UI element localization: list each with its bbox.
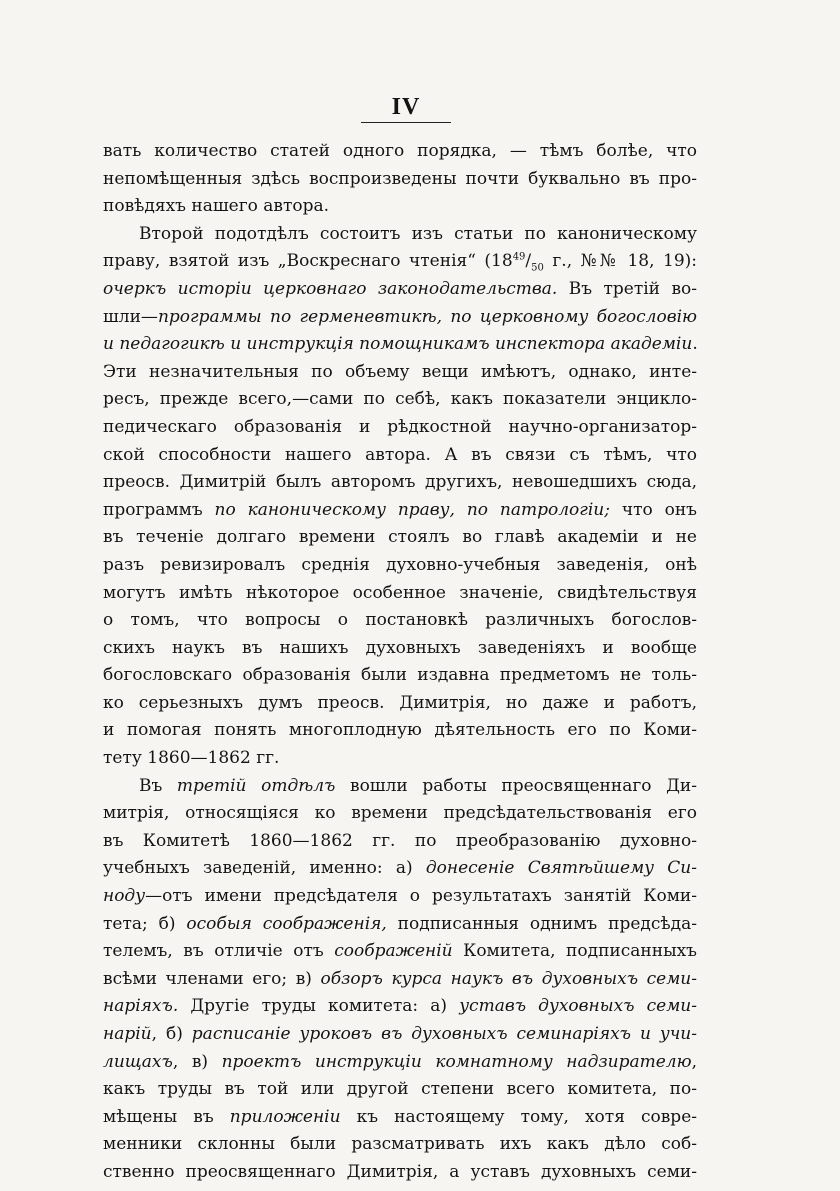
- text-line: [103, 1021, 697, 1049]
- italic-text: и педагогикѣ и инструкція помощникамъ инспектора академіи: [103, 334, 693, 355]
- text-segment: могутъ имѣть нѣкоторое особенное значеніе, свидѣтельствуя: [103, 582, 697, 603]
- text-segment: , в): [172, 1051, 222, 1072]
- text-segment: менники склонны были разсматривать ихъ какъ дѣло соб-: [103, 1134, 697, 1155]
- text-line: [103, 690, 697, 718]
- page-header: [361, 94, 451, 123]
- text-line: [103, 966, 697, 994]
- italic-text: по каноническому праву, по патрологіи;: [214, 499, 610, 520]
- text-segment: о томъ, что вопросы о постановкѣ различныхъ богослов-: [103, 610, 697, 631]
- text-line: [103, 138, 697, 166]
- italic-text: наріяхъ.: [103, 996, 179, 1017]
- text-segment: 50: [531, 262, 544, 274]
- text-segment: праву, взятой изъ „Воскреснаго чтенія“ (18: [103, 251, 513, 272]
- page-number: IV: [391, 94, 421, 120]
- text-line: [103, 580, 697, 608]
- text-segment: разъ ревизировалъ среднія духовно-учебныя заведенія, онѣ: [103, 554, 697, 575]
- text-line: [103, 938, 697, 966]
- text-segment: телемъ, въ отличіе отъ: [103, 941, 335, 962]
- text-segment: .: [692, 334, 698, 355]
- text-segment: Комитета, подписанныхъ: [452, 941, 697, 962]
- text-line: [103, 524, 697, 552]
- text-segment: —отъ имени предсѣдателя о результатахъ занятій Коми-: [145, 886, 697, 907]
- italic-text: расписаніе уроковъ въ духовныхъ семинаріяхъ и учи-: [191, 1024, 697, 1044]
- text-segment: шли—: [103, 306, 158, 327]
- text-line: [103, 855, 697, 883]
- text-segment: г., №№ 18, 19):: [543, 251, 697, 272]
- text-segment: тету 1860—1862 гг.: [103, 748, 280, 769]
- text-segment: повѣдяхъ нашего автора.: [103, 196, 330, 217]
- text-segment: въ Комитетѣ 1860—1862 гг. по преобразованію духовно-: [103, 830, 697, 851]
- text-line: [103, 662, 697, 690]
- text-line: [103, 469, 697, 497]
- text-line: [103, 552, 697, 580]
- text-segment: Въ третій во-: [557, 278, 697, 299]
- text-line: [103, 193, 697, 221]
- text-segment: вать количество статей одного порядка, — тѣмъ болѣе, что: [103, 141, 697, 161]
- text-line: [103, 745, 697, 773]
- text-line: [103, 414, 697, 442]
- text-segment: 49: [512, 251, 526, 263]
- italic-text: нарій: [103, 1024, 152, 1044]
- text-line: [103, 359, 697, 387]
- text-line: [103, 276, 697, 304]
- italic-text: программы по герменевтикѣ, по церковному богословію: [157, 306, 697, 327]
- text-segment: ,: [691, 1051, 697, 1072]
- text-segment: въ теченіе долгаго времени стоялъ во главѣ академіи и не: [103, 527, 697, 548]
- text-line: [103, 993, 697, 1021]
- text-line: [103, 828, 697, 856]
- text-segment: къ настоящему тому, хотя совре-: [340, 1106, 697, 1127]
- italic-text: проектъ инструкціи комнатному надзирателю: [221, 1051, 692, 1072]
- text-segment: богословскаго образованія были издавна предметомъ не толь-: [103, 665, 697, 686]
- text-line: [103, 773, 697, 801]
- text-segment: непомѣщенныя здѣсь воспроизведены почти буквально въ про-: [103, 168, 697, 189]
- text-segment: ресъ, прежде всего,—сами по себѣ, какъ показатели энцикло-: [103, 389, 697, 410]
- italic-text: уставъ духовныхъ семи-: [459, 996, 697, 1017]
- text-line: [103, 1104, 697, 1132]
- text-line: [103, 304, 697, 332]
- text-line: [103, 911, 697, 939]
- text-segment: Эти незначительныя по объему вещи имѣютъ, однако, инте-: [103, 361, 697, 382]
- text-segment: ко серьезныхъ думъ преосв. Димитрія, но даже и работъ,: [103, 692, 697, 713]
- text-segment: преосв. Димитрій былъ авторомъ другихъ, невошедшихъ сюда,: [103, 472, 697, 493]
- text-segment: программъ: [103, 499, 215, 520]
- text-line: [103, 717, 697, 745]
- text-segment: что онъ: [609, 499, 697, 520]
- text-segment: митрія, относящіяся ко времени предсѣдательствованія его: [103, 803, 697, 824]
- text-line: [103, 800, 697, 828]
- text-line: [103, 248, 697, 276]
- italic-text: особыя соображенія,: [186, 913, 387, 934]
- text-segment: мѣщены въ: [103, 1106, 230, 1127]
- text-line: [103, 1076, 697, 1104]
- text-segment: /: [525, 251, 532, 272]
- text-line: [103, 497, 697, 525]
- italic-text: соображеній: [334, 941, 453, 962]
- text-line: [103, 221, 697, 249]
- text-segment: , б): [151, 1024, 192, 1044]
- text-segment: Второй подотдѣлъ состоитъ изъ статьи по каноническому: [139, 223, 697, 244]
- text-line: [103, 883, 697, 911]
- text-segment: вошли работы преосвященнаго Ди-: [335, 775, 697, 796]
- header-rule: [361, 122, 451, 123]
- text-line: [103, 1159, 697, 1187]
- text-segment: учебныхъ заведеній, именно: а): [103, 858, 426, 879]
- text-segment: и помогая понять многоплодную дѣятельность его по Коми-: [103, 720, 697, 741]
- italic-text: приложеніи: [229, 1106, 341, 1127]
- text-segment: ской способности нашего автора. А въ связи съ тѣмъ, что: [103, 444, 697, 465]
- text-line: [103, 442, 697, 470]
- text-segment: всѣми членами его; в): [103, 968, 321, 989]
- text-segment: Другіе труды комитета: а): [178, 996, 460, 1017]
- text-segment: ственно преосвященнаго Димитрія, а уставъ духовныхъ семи-: [103, 1161, 697, 1182]
- text-line: [103, 1049, 697, 1077]
- text-line: [103, 386, 697, 414]
- text-segment: скихъ наукъ въ нашихъ духовныхъ заведеніяхъ и вообще: [103, 637, 697, 658]
- text-segment: Въ: [139, 775, 177, 796]
- text-segment: тета; б): [103, 913, 187, 934]
- text-segment: подписанныя однимъ предсѣда-: [386, 913, 697, 934]
- italic-text: обзоръ курса наукъ въ духовныхъ семи-: [320, 968, 697, 989]
- italic-text: лищахъ: [103, 1051, 173, 1072]
- text-line: [103, 166, 697, 194]
- italic-text: ноду: [103, 886, 146, 907]
- text-line: [103, 331, 697, 359]
- text-segment: педическаго образованія и рѣдкостной научно-организатор-: [103, 416, 697, 437]
- italic-text: донесеніе Святѣйшему Си-: [425, 858, 697, 879]
- italic-text: очеркъ исторіи церковнаго законодательства.: [103, 278, 558, 299]
- italic-text: третій отдѣлъ: [176, 775, 336, 796]
- text-line: [103, 1131, 697, 1159]
- body-text: [103, 138, 697, 1187]
- text-line: [103, 635, 697, 663]
- text-line: [103, 607, 697, 635]
- text-segment: какъ труды въ той или другой степени всего комитета, по-: [103, 1079, 697, 1100]
